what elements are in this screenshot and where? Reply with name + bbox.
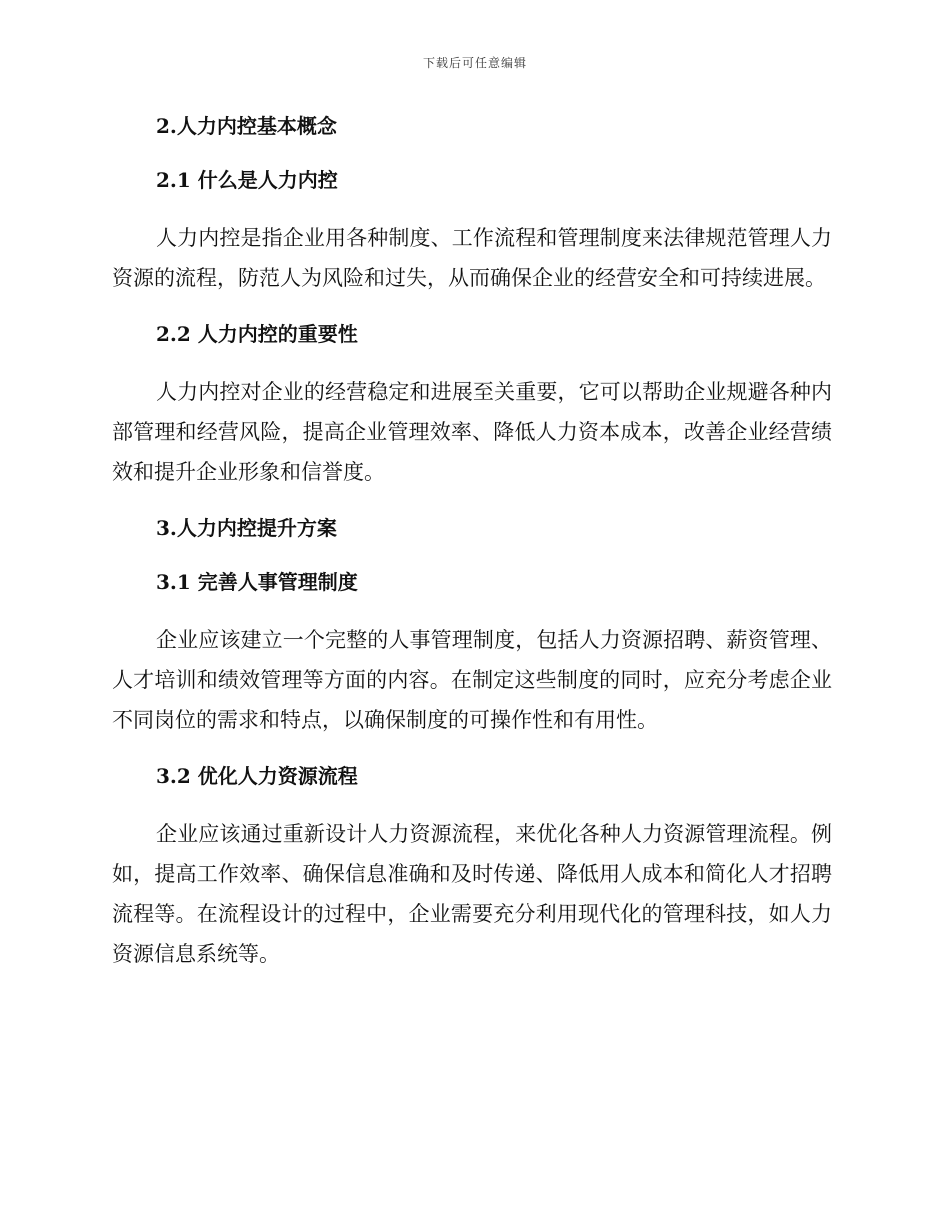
- paragraph-3-1: 企业应该建立一个完整的人事管理制度，包括人力资源招聘、薪资管理、人才培训和绩效管理等方面的内容。在制定这些制度的同时，应充分考虑企业不同岗位的需求和特点，以确保制度的可操作性和有用性。: [112, 628, 832, 732]
- section-heading-2: 2.人力内控基本概念: [156, 114, 337, 138]
- paragraph-2-2: 人力内控对企业的经营稳定和进展至关重要，它可以帮助企业规避各种内部管理和经营风险，提高企业管理效率、降低人力资本成本，改善企业经营绩效和提升企业形象和信誉度。: [112, 380, 832, 484]
- section-heading-3-2: 3.2 优化人力资源流程: [156, 764, 358, 788]
- paragraph-3-2: 企业应该通过重新设计人力资源流程，来优化各种人力资源管理流程。例如，提高工作效率、确保信息准确和及时传递、降低用人成本和简化人才招聘流程等。在流程设计的过程中，企业需要充分利用现代化的管理科技，如人力资源信息系统等。: [112, 822, 832, 966]
- paragraph-2-1: 人力内控是指企业用各种制度、工作流程和管理制度来法律规范管理人力资源的流程，防范人为风险和过失，从而确保企业的经营安全和可持续进展。: [112, 226, 832, 290]
- header-note: 下载后可任意编辑: [422, 56, 527, 70]
- section-heading-2-2: 2.2 人力内控的重要性: [156, 322, 358, 346]
- document-body: [112, 110, 832, 974]
- section-heading-3-1: 3.1 完善人事管理制度: [156, 570, 358, 594]
- section-heading-2-1: 2.1 什么是人力内控: [156, 168, 338, 192]
- section-heading-3: 3.人力内控提升方案: [156, 516, 337, 540]
